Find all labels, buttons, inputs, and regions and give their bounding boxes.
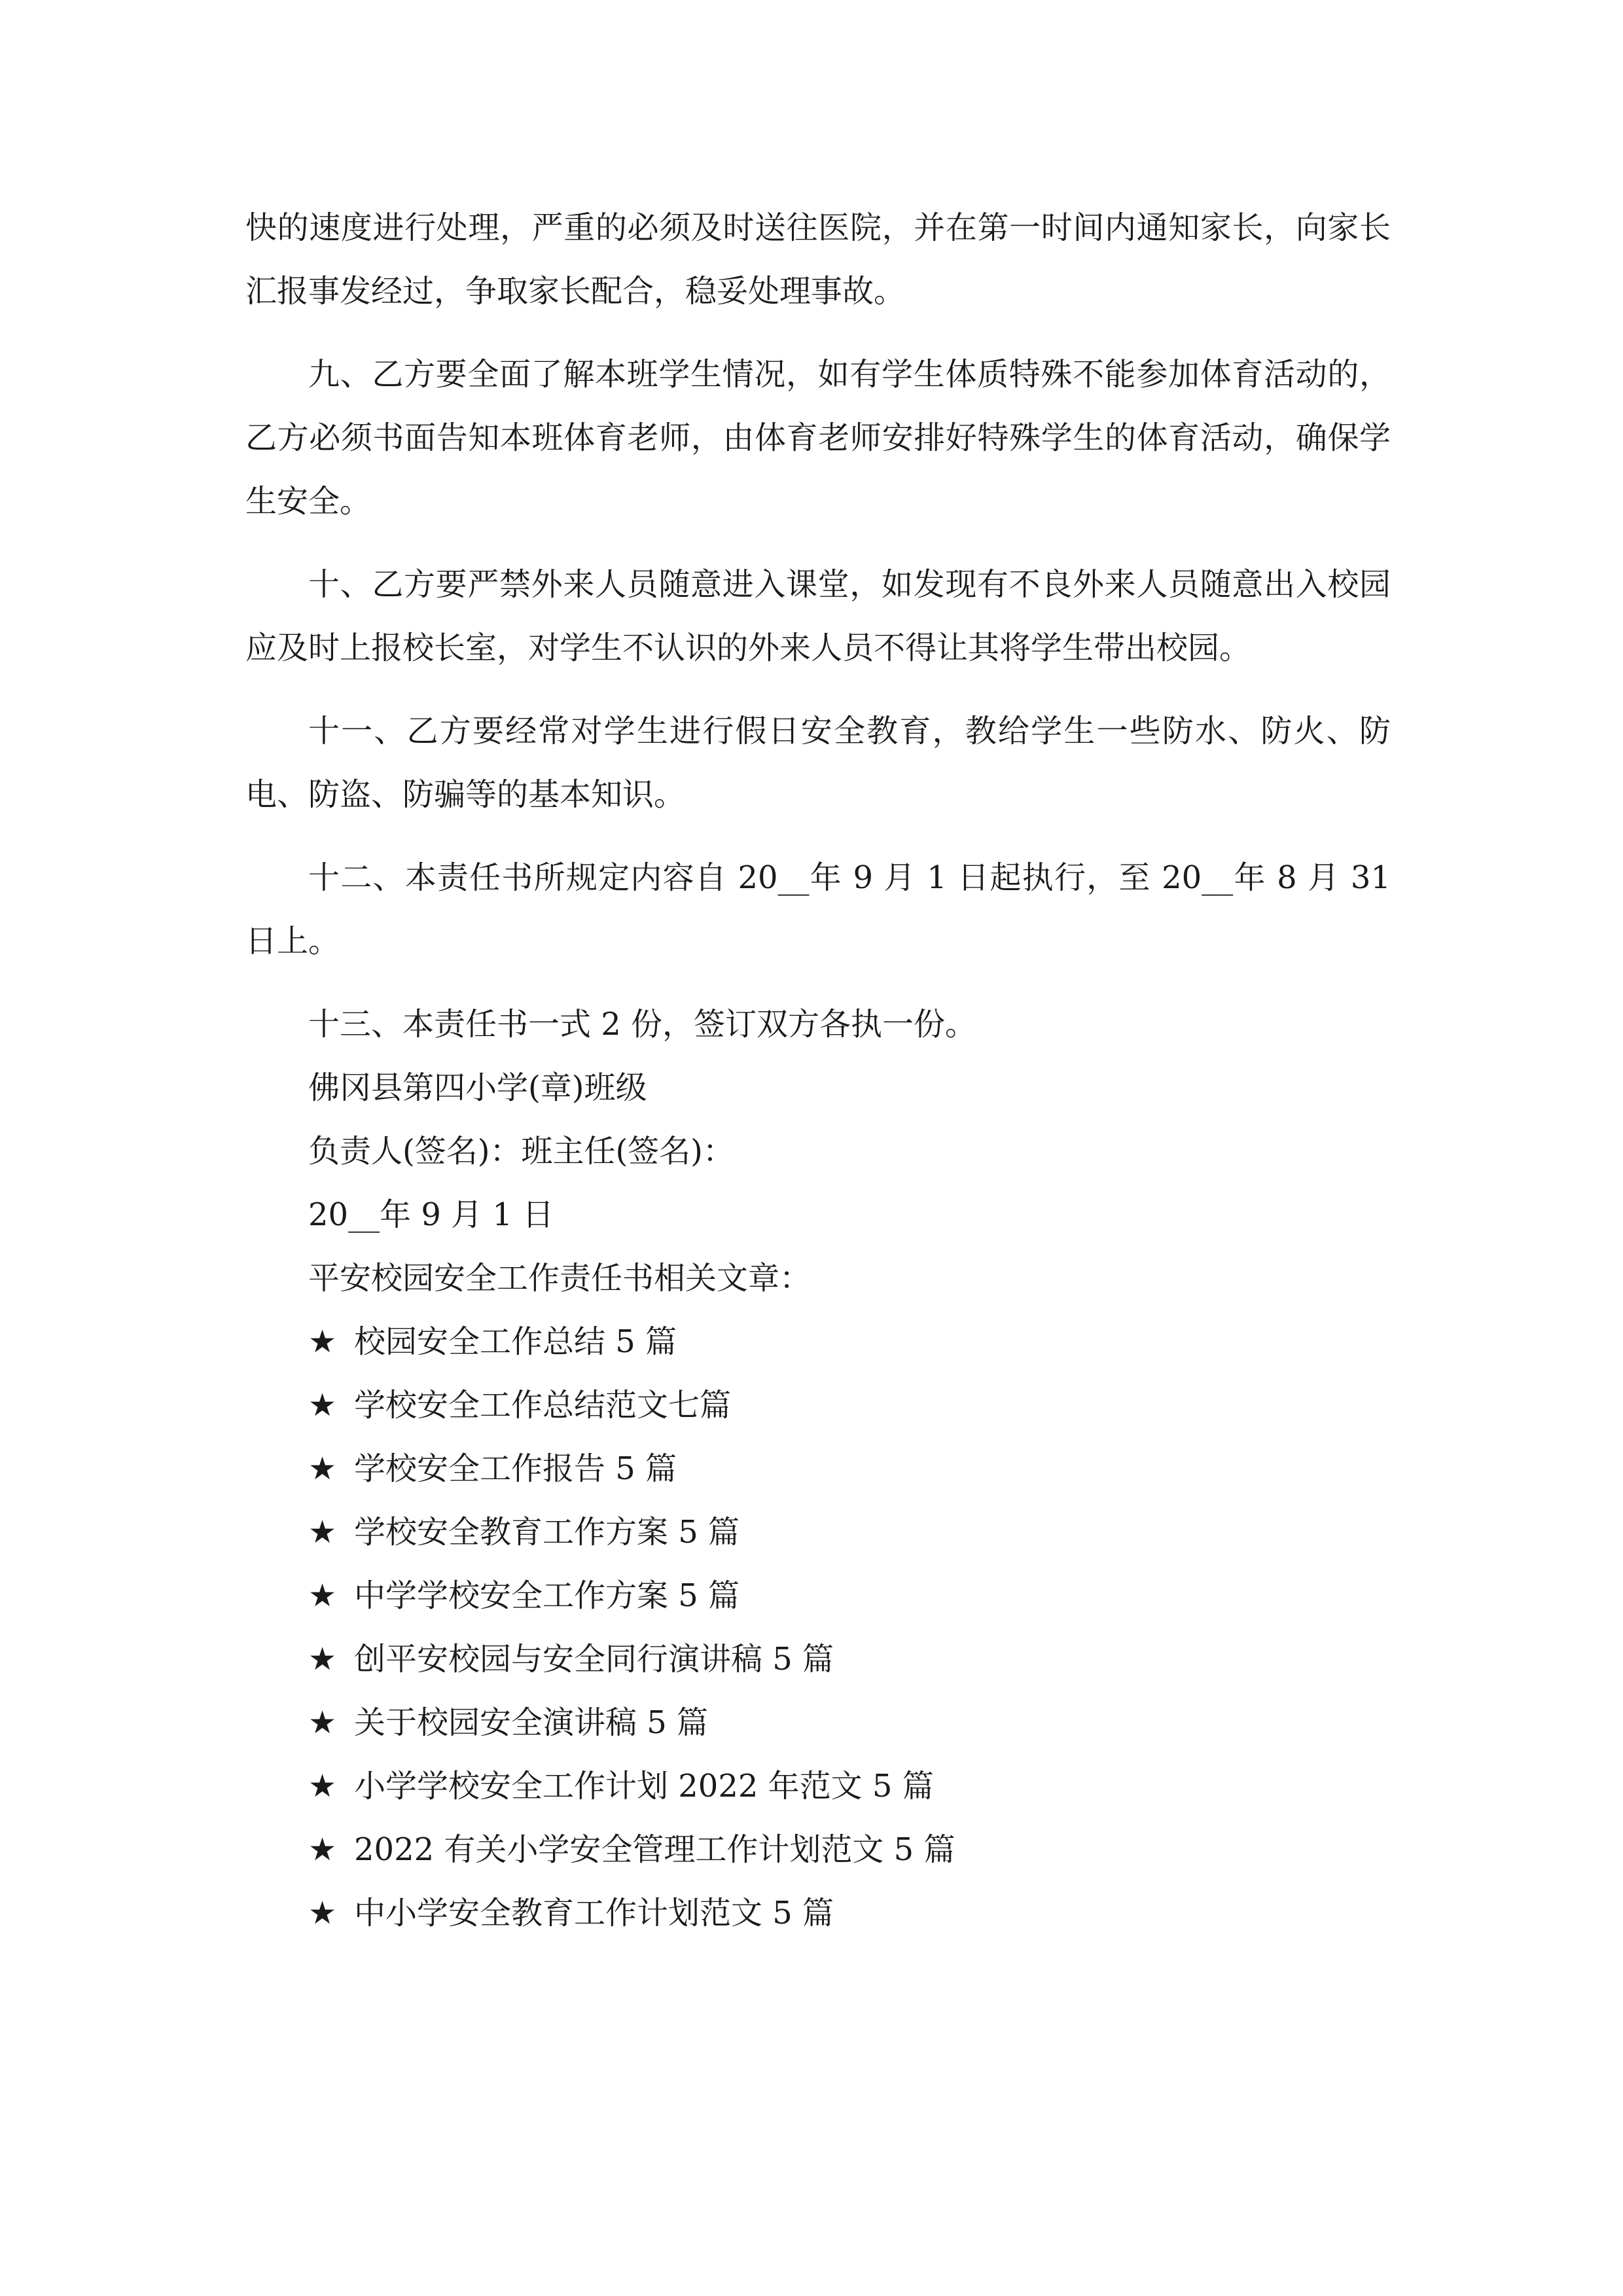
paragraph-item-11: 十一、乙方要经常对学生进行假日安全教育，教给学生一些防水、防火、防电、防盗、防骗等的基本知识。: [245, 713, 1391, 813]
related-articles-heading: 平安校园安全工作责任书相关文章：: [308, 1260, 812, 1297]
paragraph-item-13: 十三、本责任书一式 2 份，签订双方各执一份。: [308, 1006, 977, 1043]
related-article-link[interactable]: [245, 1628, 1391, 1691]
signature-date: 20__年 9 月 1 日: [308, 1196, 554, 1233]
related-article-title: 中学学校安全工作方案 5 篇: [354, 1577, 740, 1614]
star-icon: ★: [308, 1577, 337, 1614]
signature-school: 佛冈县第四小学(章)班级: [308, 1069, 647, 1106]
related-article-link[interactable]: [245, 1310, 1391, 1374]
related-article-title: 2022 有关小学安全管理工作计划范文 5 篇: [354, 1831, 955, 1868]
related-article-title: 学校安全教育工作方案 5 篇: [354, 1514, 740, 1551]
star-icon: ★: [308, 1704, 337, 1741]
related-article-link[interactable]: [245, 1374, 1391, 1437]
related-article-title: 学校安全工作报告 5 篇: [354, 1450, 677, 1487]
related-article-link[interactable]: [245, 1564, 1391, 1628]
related-article-title: 中小学安全教育工作计划范文 5 篇: [354, 1895, 834, 1931]
paragraph-item-10: 十、乙方要严禁外来人员随意进入课堂，如发现有不良外来人员随意出入校园应及时上报校长室，对学生不认识的外来人员不得让其将学生带出校园。: [245, 566, 1391, 666]
signature-signers: 负责人(签名)：班主任(签名)：: [308, 1133, 734, 1170]
star-icon: ★: [308, 1514, 337, 1551]
related-article-title: 学校安全工作总结范文七篇: [354, 1387, 732, 1424]
related-article-link[interactable]: [245, 1501, 1391, 1564]
star-icon: ★: [308, 1387, 337, 1424]
related-article-link[interactable]: [245, 1755, 1391, 1818]
related-article-title: 关于校园安全演讲稿 5 篇: [354, 1704, 709, 1741]
star-icon: ★: [308, 1768, 337, 1804]
paragraph-continuation: 快的速度进行处理，严重的必须及时送往医院，并在第一时间内通知家长，向家长汇报事发经过，争取家长配合，稳妥处理事故。: [245, 209, 1391, 310]
related-article-link[interactable]: [245, 1691, 1391, 1755]
star-icon: ★: [308, 1450, 337, 1487]
star-icon: ★: [308, 1831, 337, 1868]
star-icon: ★: [308, 1323, 337, 1360]
star-icon: ★: [308, 1641, 337, 1677]
paragraph-item-12: 十二、本责任书所规定内容自 20__年 9 月 1 日起执行，至 20__年 8 月 31 日上。: [245, 859, 1391, 960]
related-article-title: 小学学校安全工作计划 2022 年范文 5 篇: [354, 1768, 934, 1804]
star-icon: ★: [308, 1895, 337, 1931]
related-article-link[interactable]: [245, 1818, 1391, 1882]
related-article-link[interactable]: [245, 1437, 1391, 1501]
related-article-title: 创平安校园与安全同行演讲稿 5 篇: [354, 1641, 834, 1677]
related-article-title: 校园安全工作总结 5 篇: [354, 1323, 677, 1360]
related-articles-list: [245, 1310, 1391, 1945]
document-page: [245, 196, 1391, 1945]
paragraph-item-9: 九、乙方要全面了解本班学生情况，如有学生体质特殊不能参加体育活动的，乙方必须书面告知本班体育老师，由体育老师安排好特殊学生的体育活动，确保学生安全。: [245, 356, 1391, 520]
related-article-link[interactable]: [245, 1882, 1391, 1945]
